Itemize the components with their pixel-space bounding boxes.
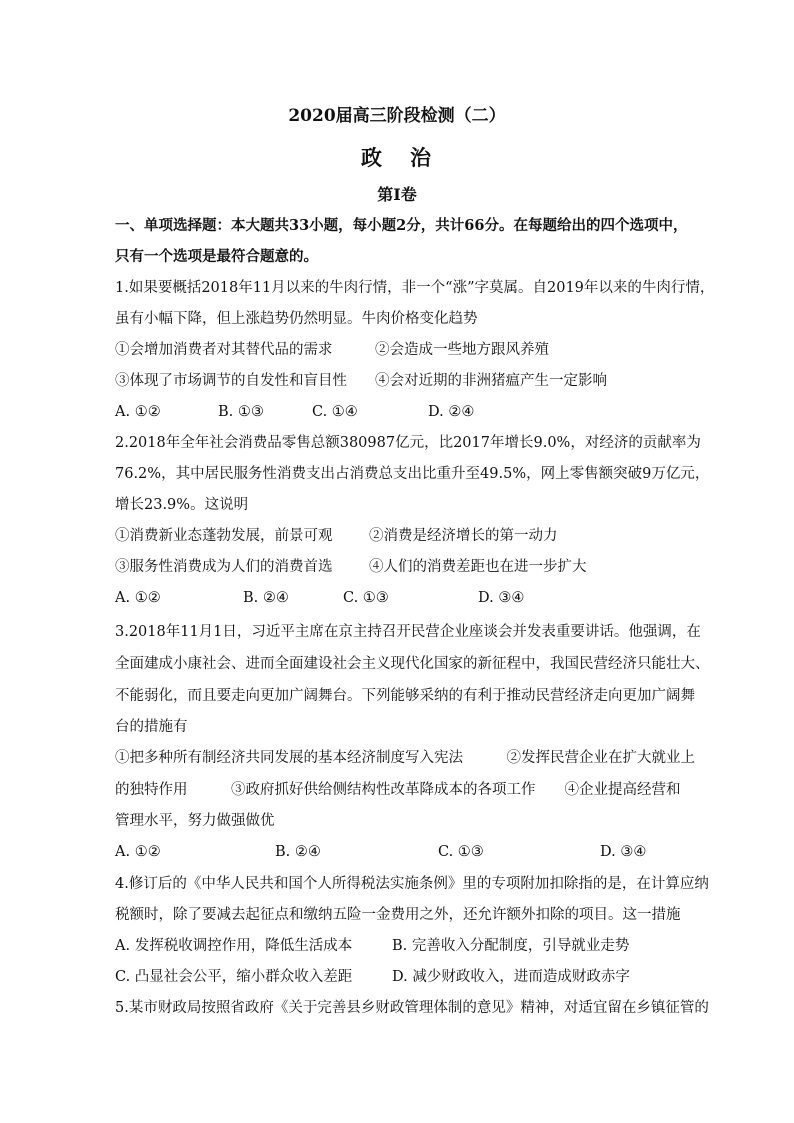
q2-item-3: ③服务性消费成为人们的消费首选	[115, 559, 333, 575]
q3-items-line-2: 的独特作用 ③政府抓好供给侧结构性改革降成本的各项工作 ④企业提高经营和	[115, 782, 681, 798]
q2-item-4: ④人们的消费差距也在进一步扩大	[369, 559, 587, 575]
q4-option-b[interactable]: B. 完善收入分配制度，引导就业走势	[392, 938, 630, 954]
q4-stem-line-1: 4.修订后的《中华人民共和国个人所得税法实施条例》里的专项附加扣除指的是，在计算应纳	[115, 876, 709, 892]
q2-stem-line-3: 增长23.9%。这说明	[115, 497, 249, 513]
q4-stem-line-2: 税额时，除了要减去起征点和缴纳五险一金费用之外，还允许额外扣除的项目。这一措施	[115, 907, 681, 923]
q1-option-a[interactable]: A. ①②	[115, 404, 161, 420]
section-instruction-line-2: 只有一个选项是最符合题意的。	[115, 248, 318, 265]
subject-char-2: 治	[410, 145, 433, 170]
q1-item-1: ①会增加消费者对其替代品的需求	[115, 342, 333, 358]
q1-item-3: ③体现了市场调节的自发性和盲目性	[115, 373, 347, 389]
q3-stem-line-3: 不能弱化，而且要走向更加广阔舞台。下列能够采纳的有利于推动民营经济走向更加广阔舞	[115, 688, 695, 704]
q1-item-2: ②会造成一些地方跟风养殖	[375, 342, 549, 358]
q3-option-d[interactable]: D. ③④	[600, 844, 647, 860]
q4-option-a[interactable]: A. 发挥税收调控作用，降低生活成本	[115, 938, 353, 954]
q2-item-2: ②消费是经济增长的第一动力	[369, 528, 558, 544]
q4-option-d[interactable]: D. 减少财政收入，进而造成财政赤字	[392, 969, 630, 985]
q2-stem-line-2: 76.2%，其中居民服务性消费支出占消费总支出比重升至49.5%，网上零售额突破9万亿元，	[115, 466, 710, 482]
volume-label: 第I卷	[377, 185, 417, 204]
q1-option-c[interactable]: C. ①④	[312, 404, 358, 420]
q2-option-d[interactable]: D. ③④	[478, 590, 525, 606]
q4-option-c[interactable]: C. 凸显社会公平，缩小群众收入差距	[115, 969, 353, 985]
subject-char-1: 政	[361, 145, 384, 170]
q3-option-c[interactable]: C. ①③	[438, 844, 484, 860]
q2-stem-line-1: 2.2018年全年社会消费品零售总额380987亿元，比2017年增长9.0%，对经济的贡献率为	[115, 435, 701, 451]
q3-items-line-1: ①把多种所有制经济共同发展的基本经济制度写入宪法 ②发挥民营企业在扩大就业上	[115, 750, 695, 766]
q2-option-a[interactable]: A. ①②	[115, 590, 161, 606]
q2-item-1: ①消费新业态蓬勃发展，前景可观	[115, 528, 333, 544]
q2-option-b[interactable]: B. ②④	[243, 590, 289, 606]
q2-option-c[interactable]: C. ①③	[343, 590, 389, 606]
q1-stem-line-1: 1.如果要概括2018年11月以来的牛肉行情，非一个“涨”字莫属。自2019年以来的牛肉行情，	[115, 280, 715, 296]
exam-title: 2020届高三阶段检测（二）	[288, 106, 506, 126]
q1-option-b[interactable]: B. ①③	[218, 404, 264, 420]
q3-stem-line-4: 台的措施有	[115, 719, 188, 735]
section-instruction-line-1: 一、单项选择题：本大题共33小题，每小题2分，共计66分。在每题给出的四个选项中，	[115, 217, 688, 234]
q1-item-4: ④会对近期的非洲猪瘟产生一定影响	[375, 373, 607, 389]
subject-title	[0, 145, 794, 170]
q3-stem-line-2: 全面建成小康社会、进而全面建设社会主义现代化国家的新征程中，我国民营经济只能壮大、	[115, 656, 710, 672]
q1-stem-line-2: 虽有小幅下降，但上涨趋势仍然明显。牛肉价格变化趋势	[115, 311, 478, 327]
q5-stem-line-1: 5.某市财政局按照省政府《关于完善县乡财政管理体制的意见》精神，对适宜留在乡镇征管的	[115, 1000, 709, 1016]
q3-option-b[interactable]: B. ②④	[275, 844, 321, 860]
q3-option-a[interactable]: A. ①②	[115, 844, 161, 860]
q3-stem-line-1: 3.2018年11月1日，习近平主席在京主持召开民营企业座谈会并发表重要讲话。他强调，在	[115, 624, 701, 640]
q3-items-line-3: 管理水平，努力做强做优	[115, 813, 275, 829]
q1-option-d[interactable]: D. ②④	[428, 404, 475, 420]
